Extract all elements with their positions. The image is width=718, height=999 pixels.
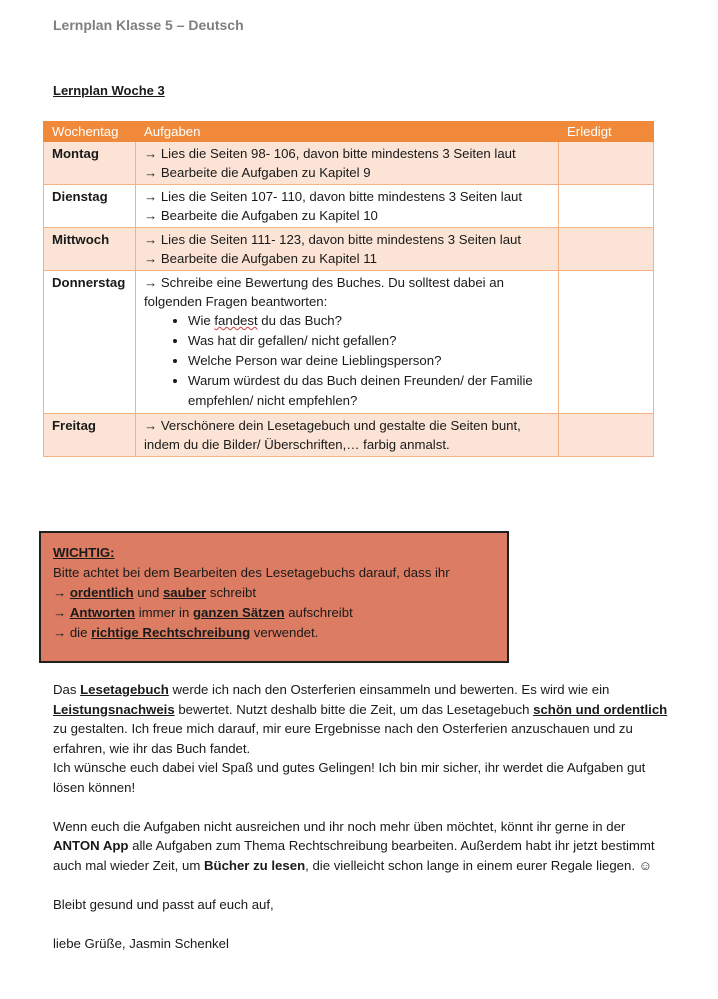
header-erledigt: Erledigt: [559, 122, 654, 142]
task-line: → Schreibe eine Bewertung des Buches. Du solltest dabei an folgenden Fragen beantworten:: [144, 275, 504, 309]
table-row-donnerstag: [44, 271, 654, 414]
paragraph: Wenn euch die Aufgaben nicht ausreichen und ihr noch mehr üben möchtet, könnt ihr gerne in der ANTON App alle Aufgaben zum Thema Rechtschreibung bearbeiten. Außerdem habt ihr jetzt bestimmt auch mal wieder Zeit, um Bücher zu lesen, die vielleicht schon lange in einem eurer Regale liegen. ☺: [53, 818, 655, 873]
body-text: [53, 680, 673, 973]
header-aufgaben: Aufgaben: [136, 122, 559, 142]
day-cell: Freitag: [44, 414, 136, 457]
done-cell[interactable]: [559, 185, 654, 228]
task-cell: [136, 414, 559, 457]
task-line: → Bearbeite die Aufgaben zu Kapitel 10: [144, 208, 378, 223]
table-header-row: [44, 122, 654, 142]
task-line: → Bearbeite die Aufgaben zu Kapitel 11: [144, 251, 377, 266]
paragraph: Bleibt gesund und passt auf euch auf,: [53, 896, 274, 912]
paragraph: Das Lesetagebuch werde ich nach den Osterferien einsammeln und bewerten. Es wird wie ein Leistungsnachweis bewertet. Nutzt deshalb bitte die Zeit, um das Lesetagebuch schön und ordentlich zu gestalten. Ich freue mich darauf, mir eure Ergebnisse nach den Osterferien anzuschauen und zu erfahren, wie ihr das Buch fandet. Ich wünsche euch dabei viel Spaß und gutes Gelingen! Ich bin mir sicher, ihr werdet die Aufgaben gut lösen können!: [53, 682, 668, 795]
task-cell: [136, 271, 559, 414]
task-line: → Bearbeite die Aufgaben zu Kapitel 9: [144, 165, 371, 180]
question-list: [144, 311, 550, 411]
document-header: Lernplan Klasse 5 – Deutsch: [53, 17, 244, 33]
list-item: • Was hat dir gefallen/ nicht gefallen?: [188, 331, 550, 351]
task-cell: [136, 228, 559, 271]
day-cell: Montag: [44, 142, 136, 185]
important-line: → die richtige Rechtschreibung verwendet.: [53, 625, 319, 640]
lernplan-table: [43, 121, 654, 457]
task-cell: [136, 185, 559, 228]
important-intro: Bitte achtet bei dem Bearbeiten des Lesetagebuchs darauf, dass ihr: [53, 565, 450, 580]
task-cell: [136, 142, 559, 185]
header-wochentag: Wochentag: [44, 122, 136, 142]
list-item: • Wie fandest du das Buch?: [188, 311, 550, 331]
section-title: Lernplan Woche 3: [53, 83, 165, 98]
day-cell: Dienstag: [44, 185, 136, 228]
task-line: → Lies die Seiten 107- 110, davon bitte mindestens 3 Seiten laut: [144, 189, 523, 204]
table-row-montag: [44, 142, 654, 185]
important-box: [39, 531, 509, 663]
done-cell[interactable]: [559, 142, 654, 185]
important-line: → Antworten immer in ganzen Sätzen aufschreibt: [53, 605, 353, 620]
important-heading: WICHTIG:: [53, 545, 115, 560]
list-item: • Warum würdest du das Buch deinen Freunden/ der Familie empfehlen/ nicht empfehlen?: [188, 371, 550, 411]
done-cell[interactable]: [559, 228, 654, 271]
task-line: → Verschönere dein Lesetagebuch und gestalte die Seiten bunt, indem du die Bilder/ Überschriften,… farbig anmalst.: [144, 418, 521, 452]
important-line: → ordentlich und sauber schreibt: [53, 585, 257, 600]
list-item: • Welche Person war deine Lieblingsperson?: [188, 351, 550, 371]
task-line: → Lies die Seiten 111- 123, davon bitte mindestens 3 Seiten laut: [144, 232, 522, 247]
task-line: → Lies die Seiten 98- 106, davon bitte mindestens 3 Seiten laut: [144, 146, 516, 161]
done-cell[interactable]: [559, 271, 654, 414]
spellcheck-word: fandest: [214, 313, 258, 328]
day-cell: Donnerstag: [44, 271, 136, 414]
table-row-dienstag: [44, 185, 654, 228]
done-cell[interactable]: [559, 414, 654, 457]
day-cell: Mittwoch: [44, 228, 136, 271]
signature: liebe Grüße, Jasmin Schenkel: [53, 935, 229, 951]
table-row-freitag: [44, 414, 654, 457]
table-row-mittwoch: [44, 228, 654, 271]
